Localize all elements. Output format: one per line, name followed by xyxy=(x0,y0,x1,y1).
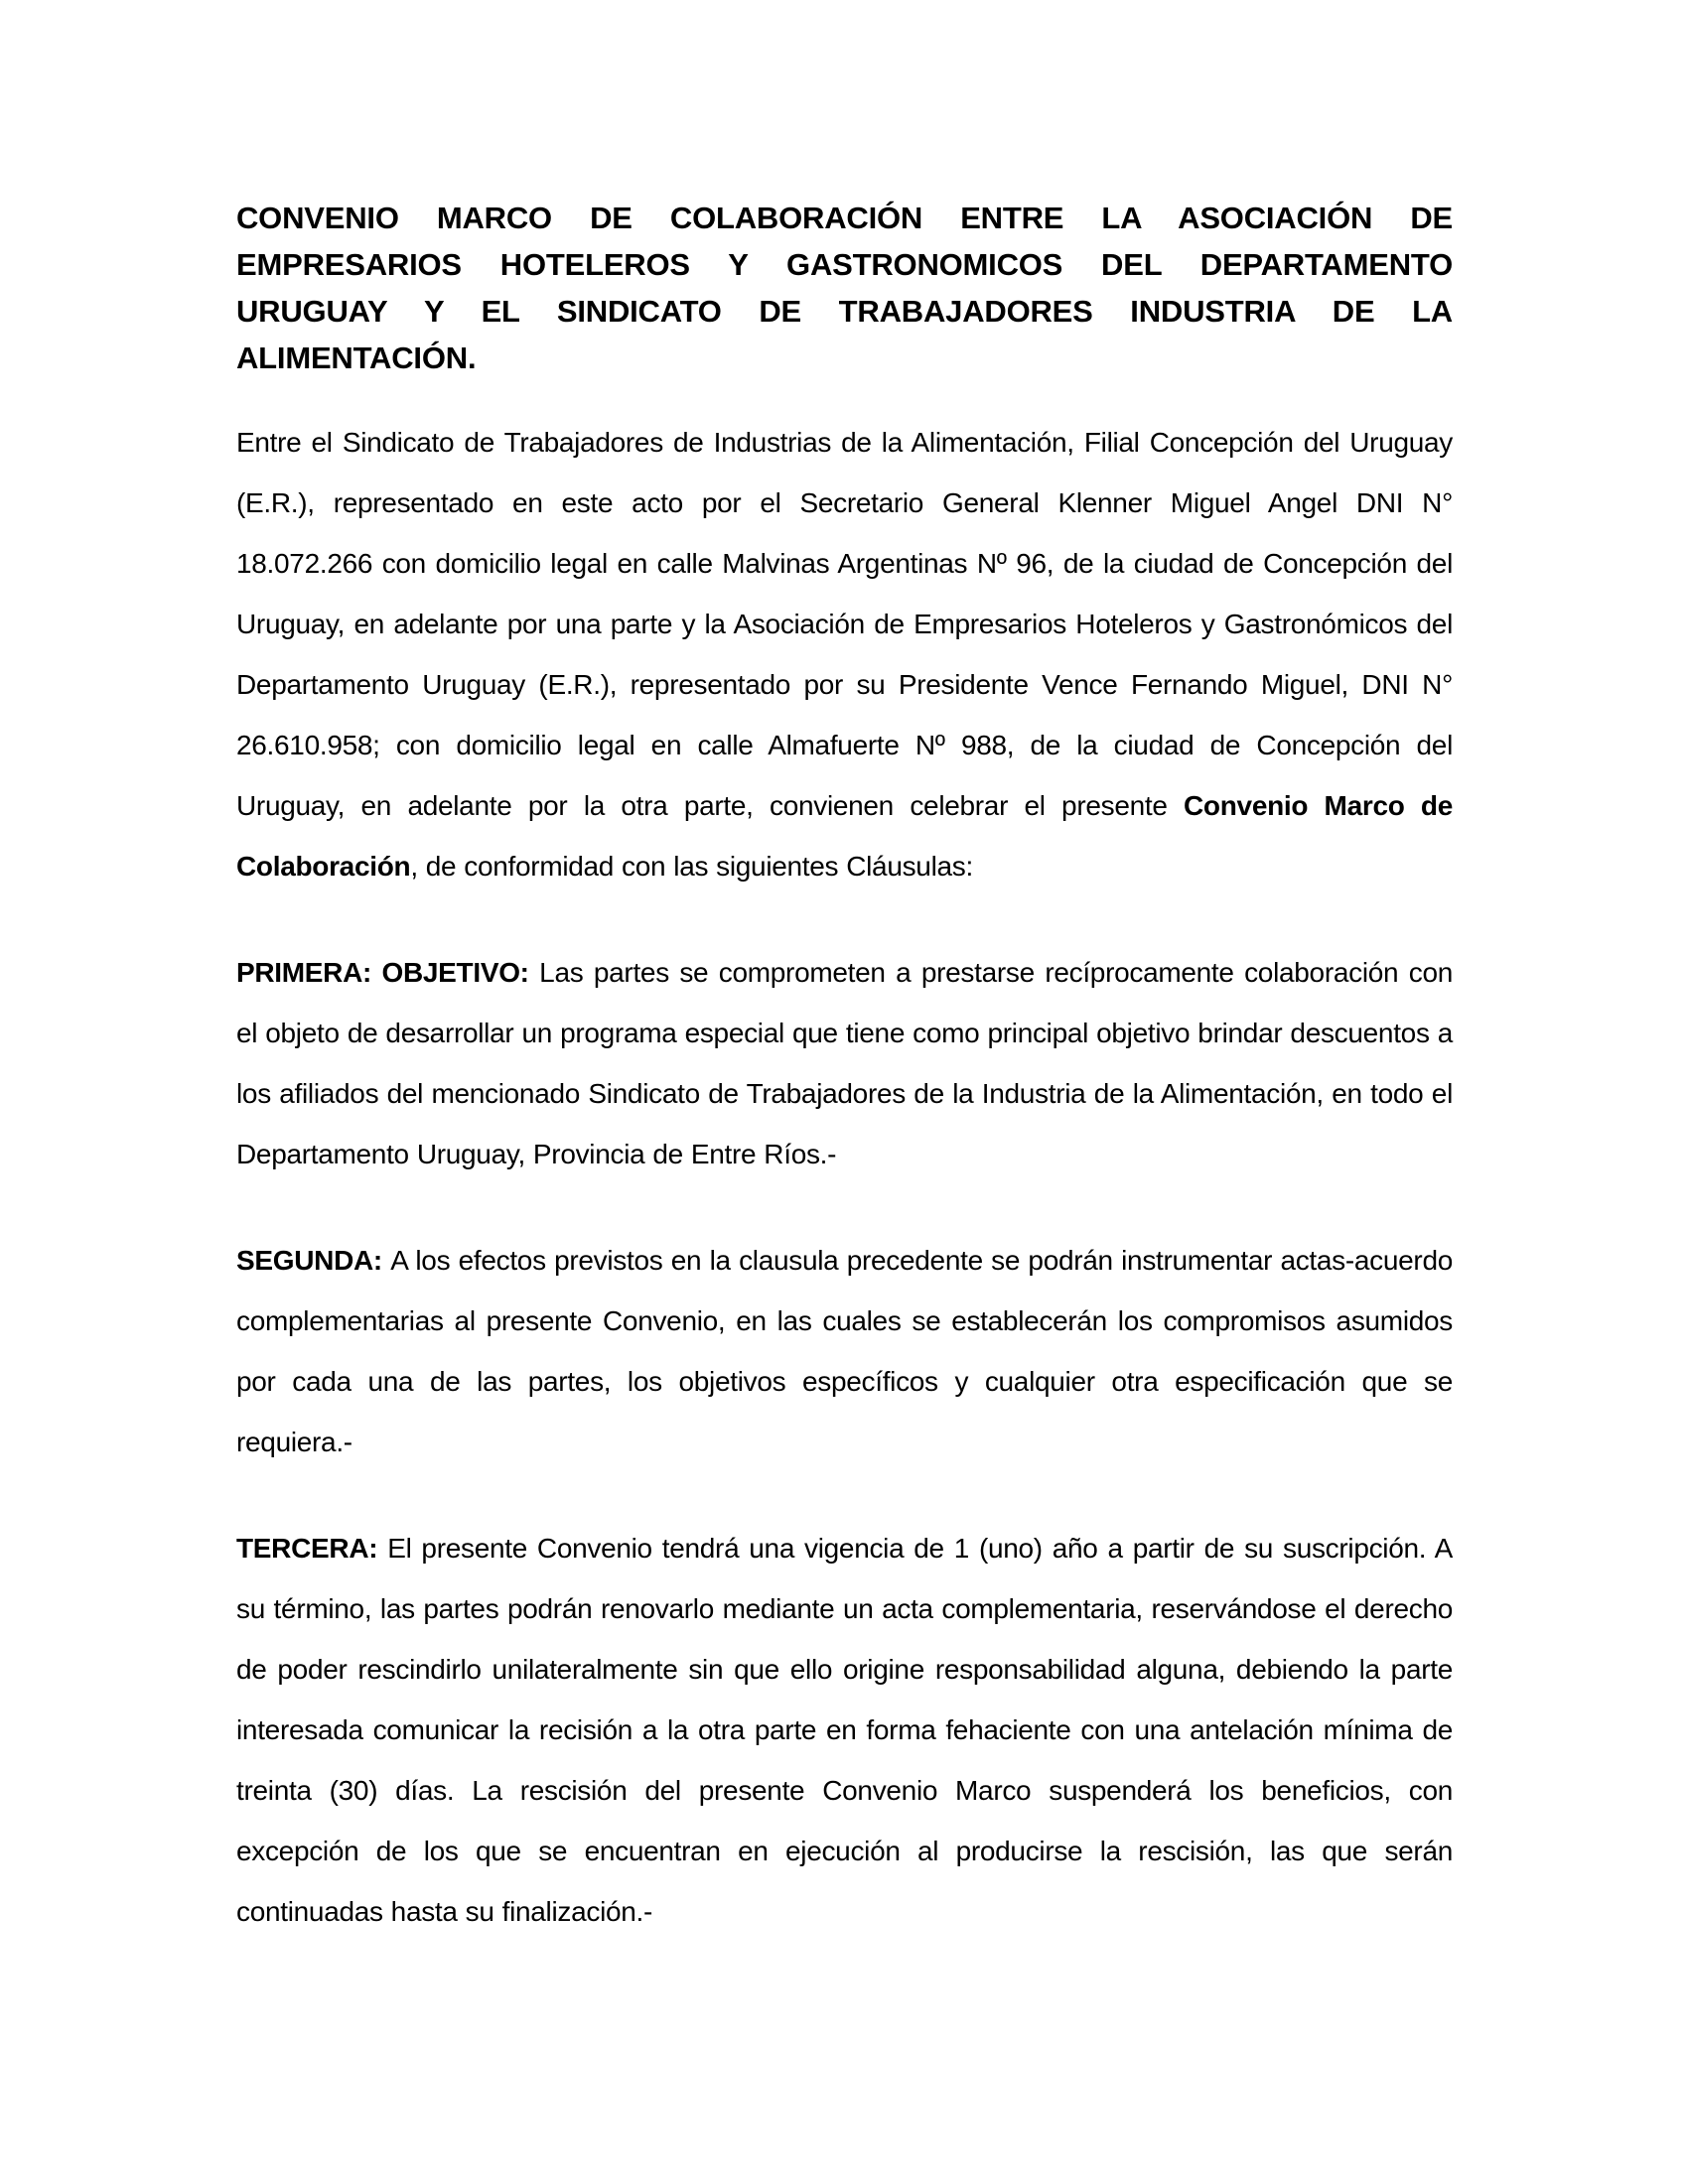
paragraph-clausula-primera xyxy=(236,942,1453,1184)
text-run: A los efectos previstos en la clausula precedente se podrán instrumentar actas-acuerdo complementarias al presente Convenio, en las cuales se establecerán los compromisos asumidos por cada una de las partes, los objetivos específicos y cualquier otra especificación que se requiera.- xyxy=(236,1245,1453,1457)
text-run: Las partes se comprometen a prestarse recíprocamente colaboración con el objeto de desarrollar un programa especial que tiene como principal objetivo brindar descuentos a los afiliados del mencionado Sindicato de Trabajadores de la Industria de la Alimentación, en todo el Departamento Uruguay, Provincia de Entre Ríos.- xyxy=(236,957,1453,1169)
document-title: CONVENIO MARCO DE COLABORACIÓN ENTRE LA ASOCIACIÓN DE EMPRESARIOS HOTELEROS Y GASTRONOMICOS DEL DEPARTAMENTO URUGUAY Y EL SINDICATO DE TRABAJADORES INDUSTRIA DE LA ALIMENTACIÓN. xyxy=(236,201,1453,375)
text-run: Entre el Sindicato de Trabajadores de Industrias de la Alimentación, Filial Concepción del Uruguay (E.R.), representado en este acto por el Secretario General Klenner Miguel Angel DNI N° 18.072.266 con domicilio legal en calle Malvinas Argentinas Nº 96, de la ciudad de Concepción del Uruguay, en adelante por una parte y la Asociación de Empresarios Hoteleros y Gastronómicos del Departamento Uruguay (E.R.), representado por su Presidente Vence Fernando Miguel, DNI N° 26.610.958; con domicilio legal en calle Almafuerte Nº 988, de la ciudad de Concepción del Uruguay, en adelante por la otra parte, convienen celebrar el presente xyxy=(236,427,1453,821)
document-body xyxy=(236,412,1453,1942)
bold-text-run: Convenio Marco de Colaboración xyxy=(236,790,1453,882)
text-run: , de conformidad con las siguientes Cláusulas: xyxy=(410,851,973,882)
bold-text-run: PRIMERA: OBJETIVO: xyxy=(236,957,540,988)
text-run: El presente Convenio tendrá una vigencia de 1 (uno) año a partir de su suscripción. A su término, las partes podrán renovarlo mediante un acta complementaria, reservándose el derecho de poder rescindirlo unilateralmente sin que ello origine responsabilidad alguna, debiendo la parte interesada comunicar la recisión a la otra parte en forma fehaciente con una antelación mínima de treinta (30) días. La rescisión del presente Convenio Marco suspenderá los beneficios, con excepción de los que se encuentran en ejecución al producirse la rescisión, las que serán continuadas hasta su finalización.- xyxy=(236,1533,1453,1927)
paragraph-intro xyxy=(236,412,1453,896)
bold-text-run: TERCERA: xyxy=(236,1533,388,1564)
paragraph-clausula-segunda xyxy=(236,1230,1453,1472)
bold-text-run: SEGUNDA: xyxy=(236,1245,391,1276)
paragraph-clausula-tercera xyxy=(236,1518,1453,1942)
